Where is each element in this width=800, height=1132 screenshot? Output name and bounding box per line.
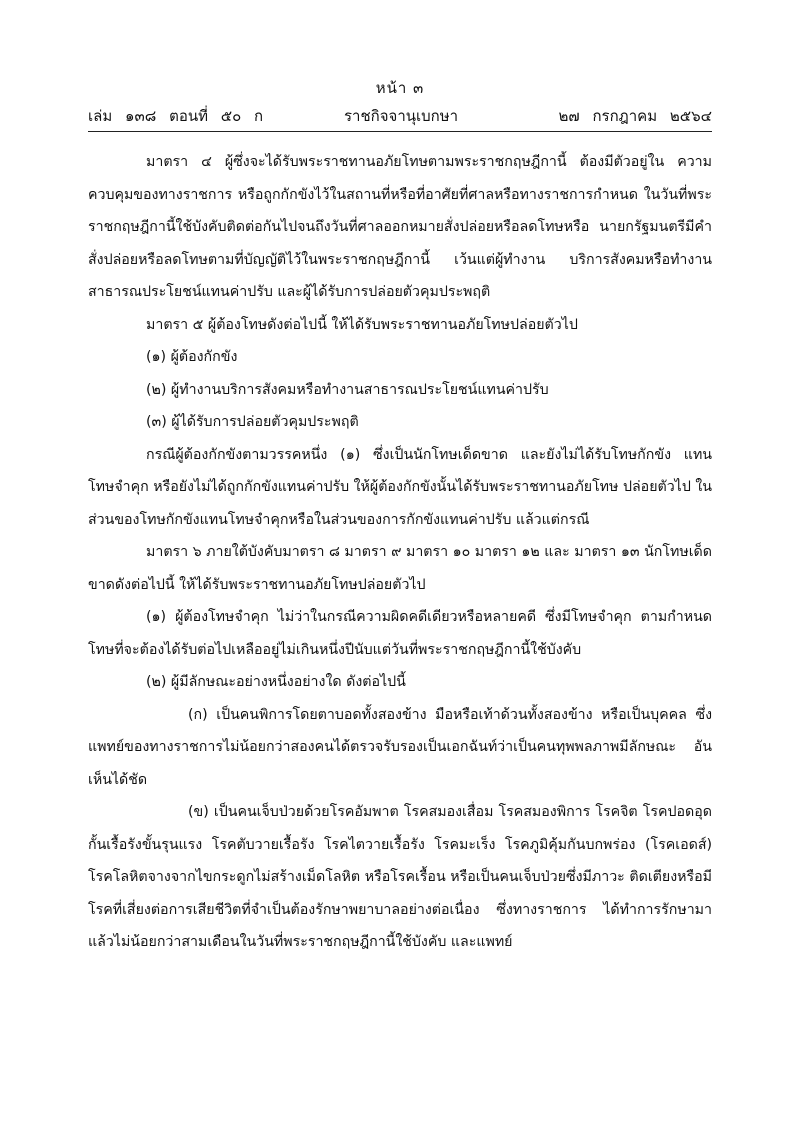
section-6 [88,536,712,601]
section-6-item-1-line: (๑) ผู้ต้องโทษจำคุก ไม่ว่าในกรณีความผิดคดีเดียวหรือหลายคดี ซึ่งมีโทษจำคุก [146,609,632,625]
section-6-item-2: (๒) ผู้มีลักษณะอย่างหนึ่งอย่างใด ดังต่อไปนี้ [146,674,406,690]
section-4-line: ในวันที่พระราชกฤษฎีกานี้ใช้บังคับติดต่อกันไปจนถึงวันที่ศาลออกหมายสั่งปล่อยหรือลดโทษหรือ [88,186,712,235]
section-6-item-2b-line: โรคปอดอุดกั้นเรื้อรังขั้นรุนแรง โรคตับวายเรื้อรัง โรคไตวายเรื้อรัง โรคมะเร็ง โรคภูมิคุ้มกันบกพร่อง [88,804,713,853]
section-4 [88,146,712,309]
section-5-item-1: (๑) ผู้ต้องกักขัง [146,349,238,365]
section-6-item-2b [88,796,712,959]
section-6-item-2b-line: ติดเตียงหรือมีโรคที่เสี่ยงต่อการเสียชีวิตที่จำเป็นต้องรักษาพยาบาลอย่างต่อเนื่อง ซึ่งทางราชการ [88,869,712,918]
section-6-item-1-line: ตามกำหนดโทษที่จะต้องได้รับต่อไปเหลืออยู่ไม่เกินหนึ่งปีนับแต่วันที่พระราชกฤษฎีกานี้ใช้บังคับ [88,609,713,658]
section-6-item-2a-line: ซึ่งแพทย์ของทางราชการไม่น้อยกว่าสองคนได้ตรวจรับรองเป็นเอกฉันท์ว่าเป็นคนทุพพลภาพมีลักษณะ [88,706,712,755]
section-6-item-2b-line: (โรคเอดส์) โรคโลหิตจางจากไขกระดูกไม่สร้างเม็ดโลหิต หรือโรคเรื้อน หรือเป็นคนเจ็บป่วยซึ่งมีภาวะ [88,836,713,885]
section-5-paragraph-line: กรณีผู้ต้องกักขังตามวรรคหนึ่ง (๑) ซึ่งเป็นนักโทษเด็ดขาด และยังไม่ได้รับโทษกักขัง [146,446,671,463]
section-4-line: นายกรัฐมนตรีมีคำสั่งปล่อยหรือลดโทษตามที่บัญญัติไว้ในพระราชกฤษฎีกานี้ เว้นแต่ผู้ทำงาน [88,219,712,268]
section-6-item-1 [88,601,712,666]
page-number: หน้า ๓ [375,79,425,97]
section-6-item-2b-line: ได้ทำการรักษามาแล้วไม่น้อยกว่าสามเดือนในวันที่พระราชกฤษฎีกานี้ใช้บังคับ และแพทย์ [88,901,712,950]
section-6-line: มาตรา ๖ ภายใต้บังคับมาตรา ๘ มาตรา ๙ มาตรา ๑๐ มาตรา ๑๒ และ [146,544,570,560]
section-6-item-2b-line: (ข) เป็นคนเจ็บป่วยด้วยโรคอัมพาต โรคสมองเสื่อม โรคสมองพิการ โรคจิต [188,804,638,820]
section-6-line: มาตรา ๑๓ นักโทษเด็ดขาดดังต่อไปนี้ ให้ได้รับพระราชทานอภัยโทษปล่อยตัวไป [88,544,712,593]
section-5-paragraph-line: แทนโทษจำคุก หรือยังไม่ได้ถูกกักขังแทนค่าปรับ ให้ผู้ต้องกักขังนั้นได้รับพระราชทานอภัยโทษ [88,446,712,495]
section-5-paragraph [88,439,712,537]
section-5: มาตรา ๕ ผู้ต้องโทษดังต่อไปนี้ ให้ได้รับพระราชทานอภัยโทษปล่อยตัวไป [146,316,578,333]
section-5-paragraph-line: ปล่อยตัวไป ในส่วนของโทษกักขังแทนโทษจำคุกหรือในส่วนของการกักขังแทนค่าปรับ แล้วแต่กรณี [88,479,712,528]
volume-issue: เล่ม ๑๓๘ ตอนที่ ๕๐ ก [88,107,264,125]
section-6-item-2a-line: (ก) เป็นคนพิการโดยตาบอดทั้งสองข้าง มือหรือเท้าด้วนทั้งสองข้าง หรือเป็นบุคคล [188,706,687,723]
section-4-line: มาตรา ๔ ผู้ซึ่งจะได้รับพระราชทานอภัยโทษตามพระราชกฤษฎีกานี้ ต้องมีตัวอยู่ใน [146,154,665,170]
section-4-line: บริการสังคมหรือทำงานสาธารณประโยชน์แทนค่าปรับ และผู้ได้รับการปล่อยตัวคุมประพฤติ [88,251,712,300]
section-5-item-3: (๓) ผู้ได้รับการปล่อยตัวคุมประพฤติ [146,414,359,430]
document-body [88,146,712,959]
publication-date: ๒๗ กรกฎาคม ๒๕๖๔ [558,107,712,125]
gazette-name: ราชกิจจานุเบกษา [344,107,459,125]
section-4-line: ความควบคุมของทางราชการ หรือถูกกักขังไว้ในสถานที่หรือที่อาศัยที่ศาลหรือทางราชการกำหนด [88,154,712,203]
header-divider [88,131,712,132]
section-6-item-2a-line: อันเห็นได้ชัด [88,739,712,788]
section-5-item-2: (๒) ผู้ทำงานบริการสังคมหรือทำงานสาธารณประโยชน์แทนค่าปรับ [146,381,549,398]
section-6-item-2a [88,699,712,797]
